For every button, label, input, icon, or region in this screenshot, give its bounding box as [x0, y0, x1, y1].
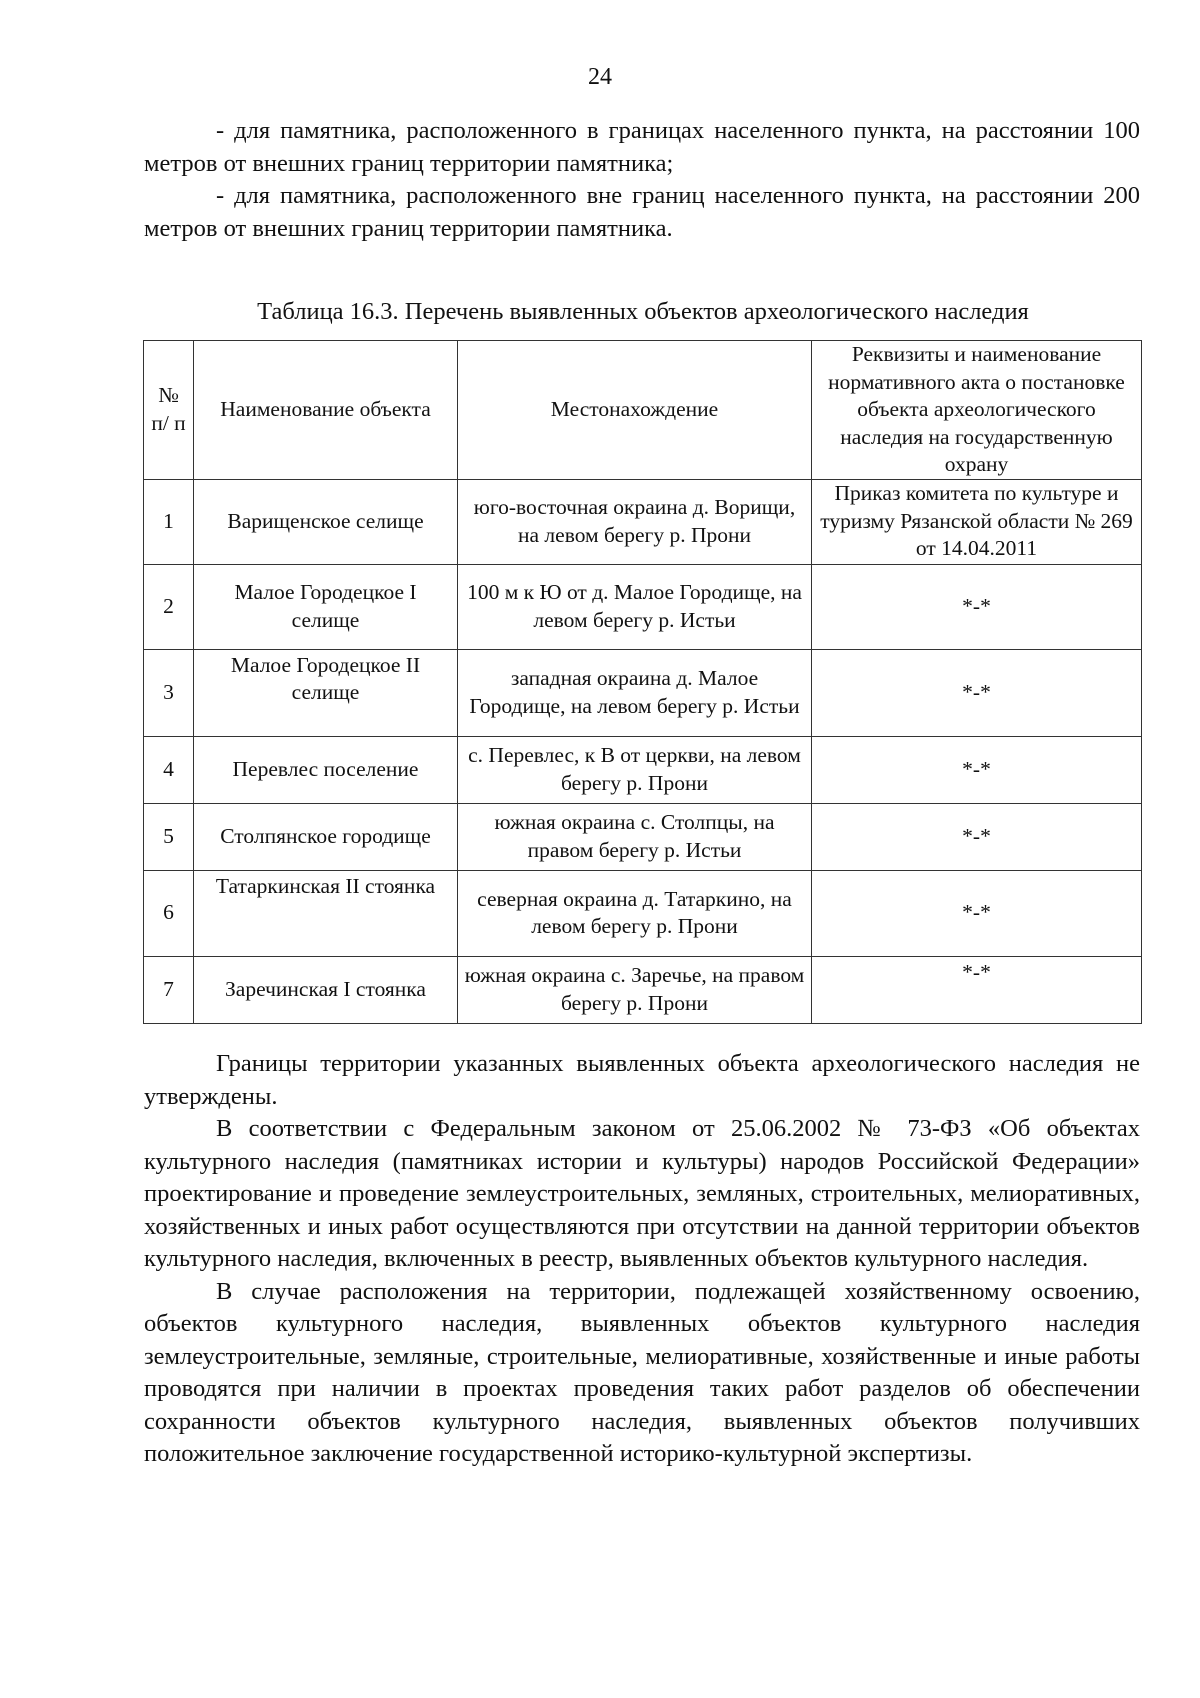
cell-name: Малое Городецкое II селище: [194, 649, 458, 736]
cell-name: Столпянское городище: [194, 803, 458, 870]
intro-paragraph: - для памятника, расположенного в границах населенного пункта, на расстоянии 100 метров от внешних границ территории памятника;: [144, 117, 1140, 177]
header-location: Местонахождение: [458, 341, 812, 480]
page-number: 24: [588, 64, 612, 90]
cell-location: южная окраина с. Заречье, на правом берегу р. Прони: [458, 956, 812, 1023]
table-row: [144, 956, 1142, 1023]
body-paragraph: В соответствии с Федеральным законом от 25.06.2002 № 73-ФЗ «Об объектах культурного наследия (памятниках истории и культуры) народов Российской Федерации» проектирование и проведение землеустроительных, земляных, строительных, мелиоративных, хозяйственных и иных работ осуществляются при отсутствии на данной территории объектов культурного наследия, включенных в реестр, выявленных объектов культурного наследия.: [144, 1115, 1140, 1272]
body-text: [144, 1048, 1140, 1471]
cell-location: южная окраина с. Столпцы, на правом берегу р. Истьи: [458, 803, 812, 870]
cell-number: 4: [144, 736, 194, 803]
archaeology-objects-table: [143, 340, 1142, 1024]
cell-number: 3: [144, 649, 194, 736]
cell-location: северная окраина д. Татаркино, на левом берегу р. Прони: [458, 870, 812, 956]
cell-number: 7: [144, 956, 194, 1023]
cell-location: 100 м к Ю от д. Малое Городище, на левом берегу р. Истьи: [458, 564, 812, 649]
table-row: [144, 870, 1142, 956]
cell-name: Варищенское селище: [194, 479, 458, 564]
cell-act: *-*: [812, 956, 1142, 1023]
table-header-row: [144, 341, 1142, 480]
body-paragraph: Границы территории указанных выявленных объекта археологического наследия не утверждены.: [144, 1050, 1140, 1110]
cell-location: юго-восточная окраина д. Ворищи, на левом берегу р. Прони: [458, 479, 812, 564]
cell-number: 1: [144, 479, 194, 564]
cell-act: *-*: [812, 803, 1142, 870]
cell-act: *-*: [812, 870, 1142, 956]
table-row: [144, 649, 1142, 736]
table-row: [144, 479, 1142, 564]
cell-act: *-*: [812, 564, 1142, 649]
header-name: Наименование объекта: [194, 341, 458, 480]
cell-location: с. Перевлес, к В от церкви, на левом берегу р. Прони: [458, 736, 812, 803]
cell-act: *-*: [812, 736, 1142, 803]
cell-name: Татаркинская II стоянка: [194, 870, 458, 956]
table-row: [144, 736, 1142, 803]
cell-name: Заречинская I стоянка: [194, 956, 458, 1023]
cell-number: 2: [144, 564, 194, 649]
table-caption: Таблица 16.3. Перечень выявленных объектов археологического наследия: [257, 298, 1029, 325]
header-act: Реквизиты и наименование нормативного акта о постановке объекта археологического наследия на государственную охрану: [812, 341, 1142, 480]
body-paragraph: В случае расположения на территории, подлежащей хозяйственному освоению, объектов культурного наследия, выявленных объектов культурного наследия землеустроительные, земляные, строительные, мелиоративные, хозяйственные и иные работы проводятся при наличии в проектах проведения таких работ разделов об обеспечении сохранности объектов культурного наследия, выявленных объектов получивших положительное заключение государственной историко-культурной экспертизы.: [144, 1277, 1140, 1467]
cell-number: 6: [144, 870, 194, 956]
intro-paragraph: - для памятника, расположенного вне границ населенного пункта, на расстоянии 200 метров от внешних границ территории памятника.: [144, 182, 1140, 242]
cell-number: 5: [144, 803, 194, 870]
cell-location: западная окраина д. Малое Городище, на левом берегу р. Истьи: [458, 649, 812, 736]
cell-act: *-*: [812, 649, 1142, 736]
table-row: [144, 564, 1142, 649]
cell-act: Приказ комитета по культуре и туризму Рязанской области № 269 от 14.04.2011: [812, 479, 1142, 564]
header-number: № п/ п: [144, 341, 194, 480]
table-row: [144, 803, 1142, 870]
intro-text: [144, 115, 1140, 245]
cell-name: Перевлес поселение: [194, 736, 458, 803]
cell-name: Малое Городецкое I селище: [194, 564, 458, 649]
table-caption-row: [0, 298, 1200, 326]
